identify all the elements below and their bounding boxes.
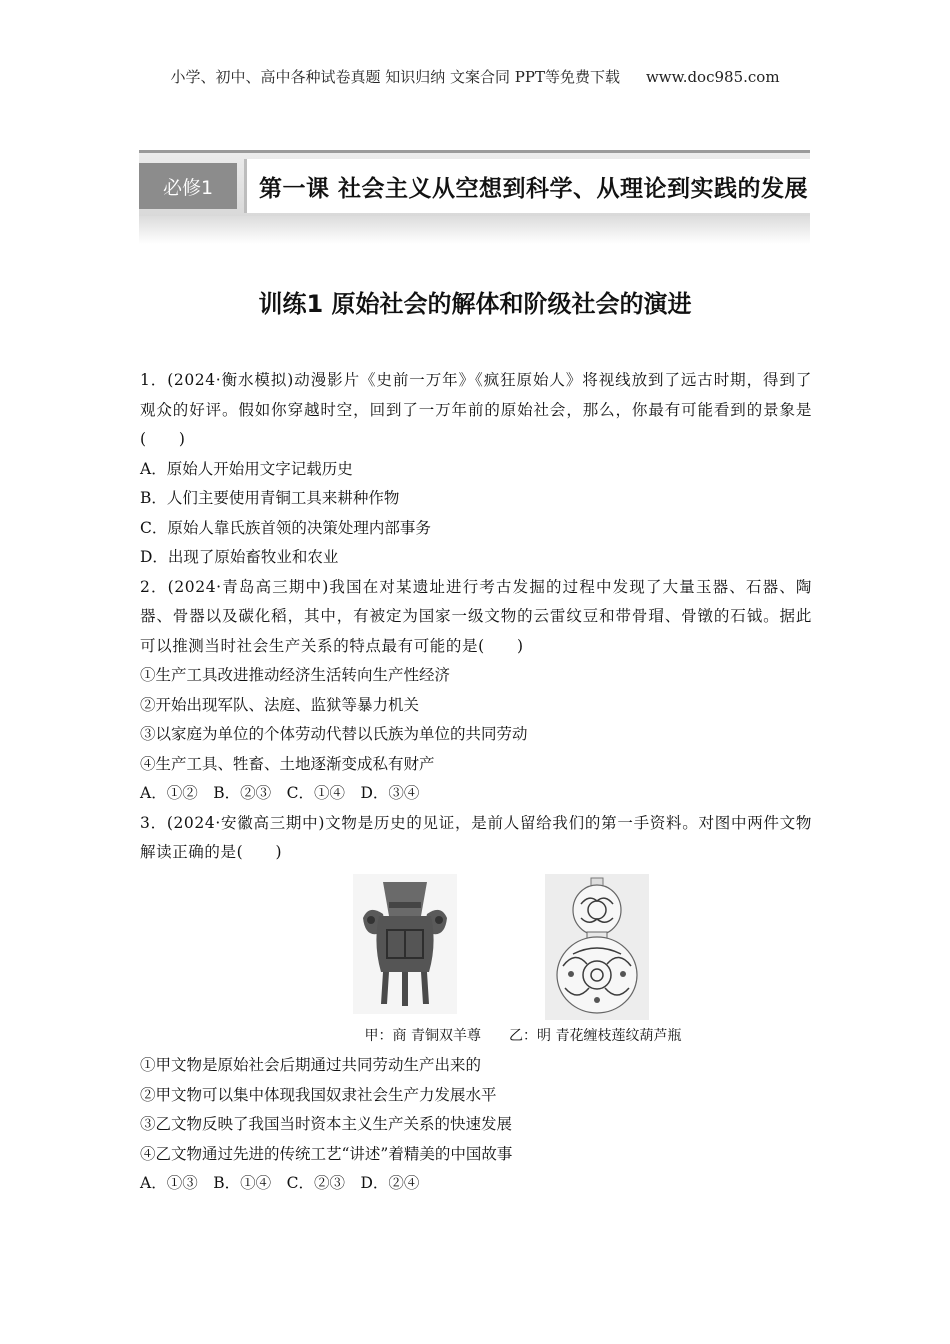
gourd-vase-image <box>545 874 649 1020</box>
figure-spacer <box>457 874 545 1020</box>
option: C．原始人靠氏族首领的决策处理内部事务 <box>140 518 431 537</box>
module-tag: 必修1 <box>139 163 237 209</box>
module-banner <box>139 150 810 216</box>
artifact-figures <box>165 874 837 1020</box>
statement-item: ①甲文物是原始社会后期通过共同劳动生产出来的 <box>140 1056 482 1074</box>
statement-item: ①生产工具改进推动经济生活转向生产性经济 <box>140 666 451 684</box>
statement-item: ②开始出现军队、法庭、监狱等暴力机关 <box>140 695 420 714</box>
question-list <box>140 366 812 1199</box>
figure-captions <box>187 1022 859 1052</box>
question-stem: 1．(2024·衡水模拟)动漫影片《史前一万年》《疯狂原始人》将视线放到了远古时期，得到了观众的好评。假如你穿越时空，回到了一万年前的原始社会，那么，你最有可能看到的景象是( ) <box>140 371 812 448</box>
header-banner-text: 小学、初中、高中各种试卷真题 知识归纳 文案合同 PPT等免费下载 <box>170 68 620 86</box>
statement-item: ③乙文物反映了我国当时资本主义生产关系的快速发展 <box>140 1115 513 1133</box>
statement-item: ④乙文物通过先进的传统工艺“讲述”着精美的中国故事 <box>140 1144 513 1163</box>
question-2 <box>140 573 812 809</box>
figure-bronze-zun <box>353 874 457 1020</box>
option: B．人们主要使用青铜工具来耕种作物 <box>140 489 400 507</box>
answer-choices: A．①③ B．①④ C．②③ D．②④ <box>140 1174 420 1192</box>
option: A．原始人开始用文字记载历史 <box>140 459 353 478</box>
lesson-title: 训练1 原始社会的解体和阶级社会的演进 <box>258 290 692 318</box>
question-stem: 2．(2024·青岛高三期中)我国在对某遗址进行考古发掘的过程中发现了大量玉器、石器、陶器、骨器以及碳化稻，其中，有被定为国家一级文物的云雷纹豆和带骨瑁、骨镦的石钺。据此可以推测当时社会生产关系的特点最有可能的是( ) <box>140 577 812 655</box>
bronze-zun-image <box>353 874 457 1014</box>
figure-a-caption: 甲：商 青铜双羊尊 <box>364 1027 481 1044</box>
header-site-link[interactable]: www.doc985.com <box>645 68 780 86</box>
option: D．出现了原始畜牧业和农业 <box>140 548 339 566</box>
statement-item: ②甲文物可以集中体现我国奴隶社会生产力发展水平 <box>140 1085 497 1104</box>
question-1 <box>140 366 812 573</box>
module-title: 第一课 社会主义从空想到科学、从理论到实践的发展 <box>244 159 810 213</box>
statement-item: ④生产工具、牲畜、土地逐渐变成私有财产 <box>140 754 435 773</box>
question-stem: 3．(2024·安徽高三期中)文物是历史的见证，是前人留给我们的第一手资料。对图中两件文物解读正确的是( ) <box>140 813 812 861</box>
statement-item: ③以家庭为单位的个体劳动代替以氏族为单位的共同劳动 <box>140 725 528 743</box>
figure-b-caption: 乙：明 青花缠枝莲纹葫芦瓶 <box>509 1027 682 1044</box>
page-header <box>0 66 950 87</box>
question-3 <box>140 809 812 1199</box>
answer-choices: A．①② B．②③ C．①④ D．③④ <box>140 784 420 802</box>
figure-gourd-vase <box>545 874 649 1020</box>
